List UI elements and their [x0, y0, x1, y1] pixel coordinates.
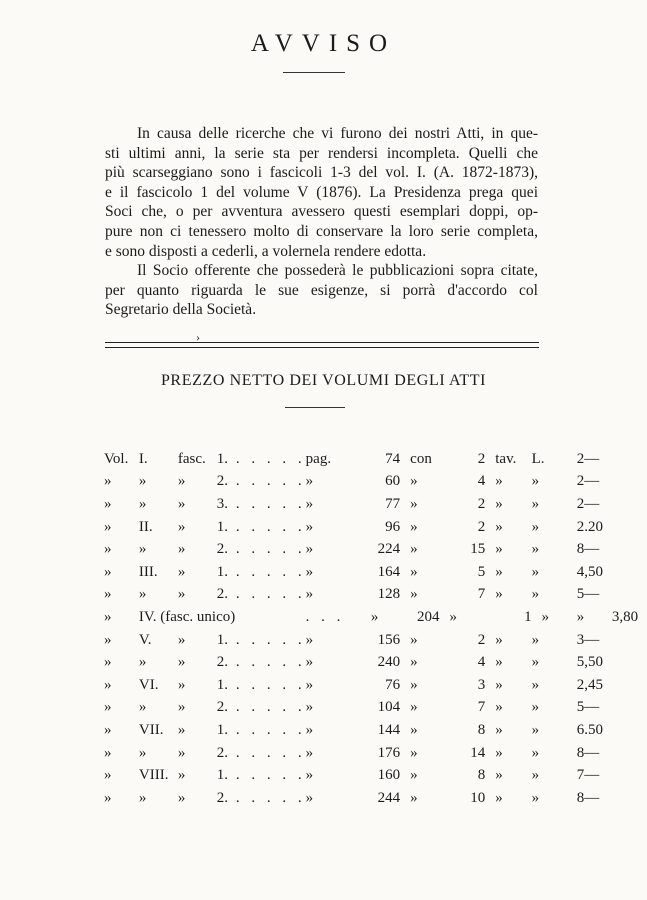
cell-price: 3,80 — [611, 608, 639, 625]
cell-tavl: » — [495, 586, 503, 603]
cell-tav: 5 — [477, 563, 486, 580]
cell-tavl: » — [541, 608, 550, 625]
paragraph-line: Il Socio offerente che possederà le pubblicazioni sopra citate, — [137, 262, 538, 279]
cell-fasc: » — [177, 473, 186, 490]
cell-pages: 60 — [385, 473, 401, 490]
cell-pages: 240 — [377, 654, 401, 671]
cell-con: » — [449, 608, 457, 625]
cell-num: » — [138, 744, 147, 761]
paragraph-line: e il fascicolo 1 del volume V (1876). La Presidenza prega quei — [105, 183, 538, 201]
table-row — [104, 629, 647, 652]
cell-con: » — [410, 631, 418, 648]
cell-fasc: » — [177, 631, 186, 648]
cell-price: 2— — [576, 495, 600, 512]
cell-l: » — [531, 721, 540, 738]
cell-fasc: » — [177, 586, 186, 603]
cell-pag: » — [305, 631, 314, 648]
cell-vol: » — [104, 541, 112, 558]
cell-tav: 8 — [477, 721, 486, 738]
paragraph-line: Soci che, o per avventura avessero questi esemplari doppi, op- — [105, 203, 538, 221]
cell-pag: pag. — [305, 450, 332, 467]
cell-dots: . . . . . — [235, 744, 306, 761]
cell-num: II. — [138, 518, 153, 535]
cell-fn: 1. — [216, 631, 228, 648]
paragraph-line: e sono disposti a cederli, a volernela rendere edotta. — [105, 242, 427, 260]
table-row — [104, 448, 647, 471]
cell-l: » — [531, 676, 540, 693]
cell-con: » — [410, 563, 418, 580]
table-row — [104, 787, 647, 810]
cell-vol: » — [104, 563, 112, 580]
cell-vol: » — [104, 586, 112, 603]
cell-num: VII. — [138, 721, 164, 738]
cell-num: » — [138, 789, 147, 806]
cell-tavl: » — [495, 541, 503, 558]
cell-pag: » — [305, 563, 314, 580]
cell-price: 5— — [576, 586, 600, 603]
cell-con: » — [410, 676, 418, 693]
cell-pag: » — [370, 608, 379, 625]
cell-con: » — [410, 767, 418, 784]
cell-num: V. — [138, 631, 152, 648]
cell-pages: 244 — [377, 789, 401, 806]
cell-pages: 224 — [377, 541, 401, 558]
cell-tav: 3 — [477, 676, 486, 693]
cell-pag: » — [305, 744, 314, 761]
cell-l: L. — [531, 450, 545, 467]
notice-paragraph-2 — [105, 261, 538, 320]
cell-price: 7— — [576, 767, 600, 784]
cell-l: » — [531, 699, 540, 716]
cell-tav: 2 — [477, 631, 486, 648]
cell-vol: » — [104, 676, 112, 693]
cell-fn: 1. — [216, 721, 228, 738]
cell-num: » — [138, 699, 147, 716]
cell-fasc: » — [177, 721, 186, 738]
cell-l: » — [531, 586, 540, 603]
cell-dots: . . . . . — [235, 631, 306, 648]
paragraph-line: pure non ci tenessero molto di conservare la loro serie completa, — [105, 222, 538, 240]
cell-tavl: » — [495, 789, 503, 806]
cell-fn: 2. — [216, 473, 228, 490]
cell-fasc: » — [177, 541, 186, 558]
cell-fasc: » — [177, 654, 186, 671]
cell-con: » — [410, 699, 418, 716]
title-underline — [283, 72, 345, 73]
table-row — [104, 471, 647, 494]
cell-l: » — [531, 495, 540, 512]
cell-tavl: » — [495, 473, 503, 490]
cell-tav: 2 — [477, 495, 486, 512]
paragraph-line: Segretario della Società. — [105, 301, 257, 319]
cell-tavl: » — [495, 495, 503, 512]
cell-fn: 2. — [216, 654, 228, 671]
cell-fn: 2. — [216, 699, 228, 716]
cell-pag: » — [305, 721, 314, 738]
cell-l: » — [531, 744, 540, 761]
cell-pages: 160 — [377, 767, 401, 784]
cell-num: » — [138, 473, 147, 490]
cell-tav: 14 — [470, 744, 486, 761]
cell-dots: . . . . . — [235, 654, 306, 671]
cell-fasc: » — [177, 699, 186, 716]
cell-l: » — [531, 473, 540, 490]
table-row — [104, 651, 647, 674]
cell-fn: 1. — [216, 518, 228, 535]
cell-price: 2— — [576, 473, 600, 490]
table-row — [104, 538, 647, 561]
cell-price: 8— — [576, 789, 600, 806]
cell-l: » — [531, 518, 540, 535]
cell-fasc: » — [177, 518, 186, 535]
cell-vol: Vol. — [104, 450, 129, 467]
cell-dots: . . . . . — [235, 767, 306, 784]
cell-price: 2,45 — [576, 676, 603, 693]
cell-tav: 2 — [477, 450, 486, 467]
cell-price: 2— — [576, 450, 600, 467]
cell-tav: 15 — [470, 541, 486, 558]
cell-tavl: » — [495, 699, 503, 716]
cell-price: 6.50 — [576, 721, 603, 738]
cell-fasc: » — [177, 767, 186, 784]
cell-vol: » — [104, 721, 112, 738]
cell-price: 8— — [576, 541, 600, 558]
cell-pag: » — [305, 767, 314, 784]
cell-pag: » — [305, 473, 314, 490]
cell-tav: 10 — [470, 789, 486, 806]
cell-vol: » — [104, 699, 112, 716]
cell-dots: . . . . . — [235, 789, 306, 806]
table-row — [104, 719, 647, 742]
cell-l: » — [531, 631, 540, 648]
cell-vol: » — [104, 654, 112, 671]
table-row — [104, 674, 647, 697]
cell-con: » — [410, 518, 418, 535]
cell-dots: . . . . . — [235, 721, 306, 738]
cell-pages: 176 — [377, 744, 401, 761]
cell-fasc: » — [177, 789, 186, 806]
cell-tavl: » — [495, 654, 503, 671]
cell-l: » — [576, 608, 585, 625]
cell-pag: » — [305, 676, 314, 693]
cell-fn: 2. — [216, 541, 228, 558]
cell-con: » — [410, 541, 418, 558]
cell-con: » — [410, 721, 418, 738]
table-row — [104, 606, 647, 629]
cell-l: » — [531, 654, 540, 671]
cell-price: 5,50 — [576, 654, 603, 671]
cell-dots: . . . . . — [235, 518, 306, 535]
table-row — [104, 764, 647, 787]
cell-con: » — [410, 586, 418, 603]
cell-fn: 3. — [216, 495, 228, 512]
cell-vol: » — [104, 744, 112, 761]
cell-num: VI. — [138, 676, 159, 693]
cell-fasc: » — [177, 744, 186, 761]
cell-l: » — [531, 563, 540, 580]
cell-tavl: » — [495, 767, 503, 784]
double-rule-divider — [105, 342, 539, 348]
cell-fasc: » — [177, 495, 186, 512]
cell-vol: » — [104, 473, 112, 490]
price-table — [104, 448, 647, 810]
cell-con: » — [410, 654, 418, 671]
cell-con: con — [410, 450, 432, 467]
cell-pag: » — [305, 541, 314, 558]
cell-tav: 4 — [477, 654, 486, 671]
cell-l: » — [531, 541, 540, 558]
cell-dots: . . . — [305, 608, 345, 625]
cell-vol: » — [104, 789, 112, 806]
cell-num: » — [138, 654, 147, 671]
cell-dots: . . . . . — [235, 699, 306, 716]
cell-vol: » — [104, 518, 112, 535]
cell-num: I. — [138, 450, 148, 467]
cell-tavl: » — [495, 563, 503, 580]
cell-pag: » — [305, 518, 314, 535]
cell-tavl: » — [495, 744, 503, 761]
cell-pag: » — [305, 586, 314, 603]
cell-num: » — [138, 495, 147, 512]
cell-tav: 7 — [477, 699, 486, 716]
cell-price: 8— — [576, 744, 600, 761]
cell-con: » — [410, 495, 418, 512]
cell-pages: 76 — [385, 676, 401, 693]
cell-pag: » — [305, 789, 314, 806]
cell-pages: 77 — [385, 495, 401, 512]
cell-dots: . . . . . — [235, 541, 306, 558]
cell-vol: » — [104, 495, 112, 512]
cell-con: » — [410, 744, 418, 761]
cell-dots: . . . . . — [235, 450, 306, 467]
cell-l: » — [531, 789, 540, 806]
cell-dots: . . . . . — [235, 473, 306, 490]
cell-num: III. — [138, 563, 158, 580]
cell-fasc: » — [177, 563, 186, 580]
cell-pag: » — [305, 654, 314, 671]
cell-price: 3— — [576, 631, 600, 648]
cell-num: IV. (fasc. unico) — [138, 608, 236, 625]
cell-pages: 156 — [377, 631, 401, 648]
cell-tavl: » — [495, 631, 503, 648]
cell-price: 5— — [576, 699, 600, 716]
cell-tavl: » — [495, 676, 503, 693]
table-row — [104, 584, 647, 607]
cell-dots: . . . . . — [235, 676, 306, 693]
table-row — [104, 516, 647, 539]
cell-price: 2.20 — [576, 518, 603, 535]
paragraph-line: In causa delle ricerche che vi furono dei nostri Atti, in que- — [137, 125, 538, 142]
cell-con: » — [410, 789, 418, 806]
cell-price: 4,50 — [576, 563, 603, 580]
cell-fasc: » — [177, 676, 186, 693]
cell-tav: 2 — [477, 518, 486, 535]
cell-l: » — [531, 767, 540, 784]
cell-num: VIII. — [138, 767, 169, 784]
cell-tavl: tav. — [495, 450, 517, 467]
cell-fasc: fasc. — [177, 450, 206, 467]
price-list-title: PREZZO NETTO DEI VOLUMI DEGLI ATTI — [160, 372, 487, 389]
subtitle-underline — [285, 407, 345, 408]
cell-fn: 2. — [216, 586, 228, 603]
page-title: AVVISO — [250, 30, 397, 57]
cell-num: » — [138, 541, 147, 558]
cell-fn: 1. — [216, 563, 228, 580]
cell-pages: 204 — [416, 608, 440, 625]
paragraph-line: più scarseggiano sono i fascicoli 1-3 del vol. I. (A. 1872-1873), — [105, 164, 538, 182]
cell-pag: » — [305, 699, 314, 716]
print-mark: › — [196, 330, 200, 344]
table-row — [104, 697, 647, 720]
cell-tavl: » — [495, 518, 503, 535]
cell-pages: 128 — [377, 586, 401, 603]
cell-vol: » — [104, 767, 112, 784]
cell-pages: 96 — [385, 518, 401, 535]
cell-fn: 2. — [216, 744, 228, 761]
paragraph-line: sti ultimi anni, la serie sta per rendersi incompleta. Quelli che — [105, 144, 538, 162]
cell-fn: 1. — [216, 676, 228, 693]
cell-pages: 144 — [377, 721, 401, 738]
cell-num: » — [138, 586, 147, 603]
cell-tavl: » — [495, 721, 503, 738]
cell-tav: 4 — [477, 473, 486, 490]
cell-tav: 7 — [477, 586, 486, 603]
table-row — [104, 493, 647, 516]
cell-fn: 2. — [216, 789, 228, 806]
cell-fn: 1. — [216, 450, 228, 467]
cell-con: » — [410, 473, 418, 490]
table-row — [104, 742, 647, 765]
cell-dots: . . . . . — [235, 586, 306, 603]
cell-dots: . . . . . — [235, 495, 306, 512]
cell-pag: » — [305, 495, 314, 512]
notice-paragraph-1 — [105, 124, 538, 261]
cell-dots: . . . . . — [235, 563, 306, 580]
cell-fn: 1. — [216, 767, 228, 784]
cell-tav: 1 — [524, 608, 532, 625]
cell-vol: » — [104, 631, 112, 648]
cell-pages: 74 — [385, 450, 401, 467]
table-row — [104, 561, 647, 584]
paragraph-line: per quanto riguarda le sue esigenze, si porrà d'accordo col — [105, 281, 538, 299]
cell-tav: 8 — [477, 767, 486, 784]
cell-vol: » — [104, 608, 112, 625]
cell-pages: 164 — [377, 563, 401, 580]
cell-pages: 104 — [377, 699, 401, 716]
